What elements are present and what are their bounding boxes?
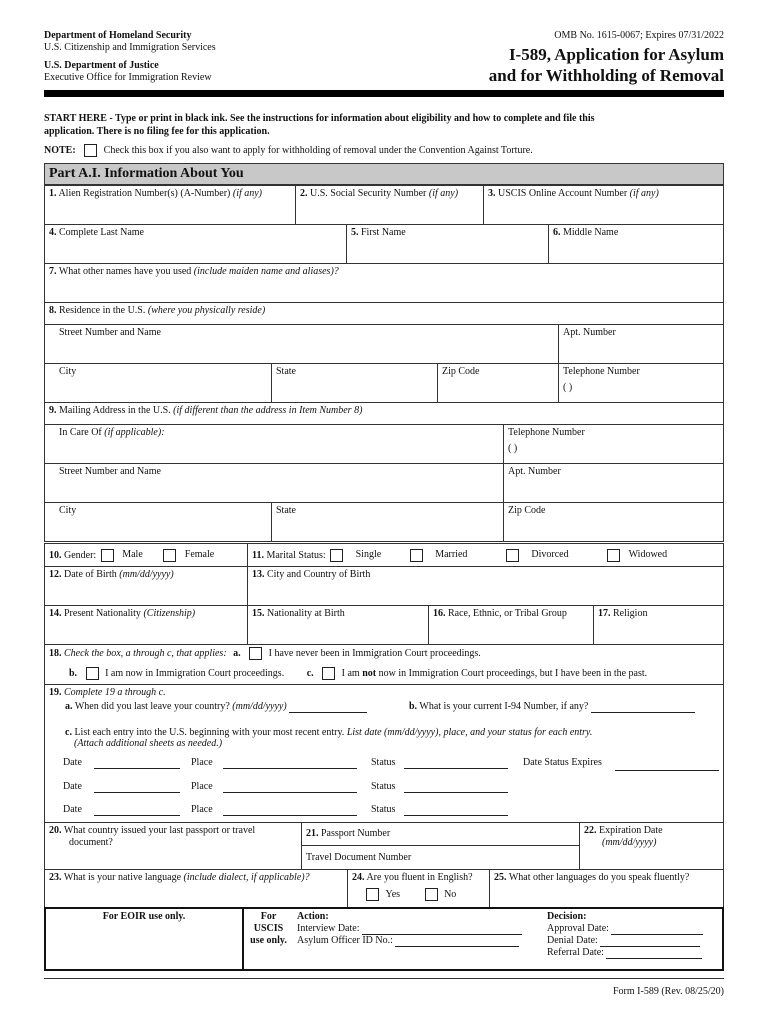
footer-form-id: Form I-589 (Rev. 08/25/20): [612, 986, 724, 997]
row-mailing: [44, 402, 724, 542]
mailing-street-field[interactable]: Street Number and Name: [45, 464, 504, 503]
uscis-use-label: For USCIS use only.: [243, 908, 293, 970]
divorced-checkbox[interactable]: [506, 549, 519, 562]
native-language-field[interactable]: 23. What is your native language (include dialect, if applicable)?: [45, 870, 348, 908]
travel-doc-number-field[interactable]: Travel Document Number: [302, 846, 580, 870]
cat-checkbox[interactable]: [84, 144, 97, 157]
referral-date-input[interactable]: [606, 947, 702, 959]
row-gender-marital: [44, 543, 724, 567]
entry1-date-input[interactable]: [94, 757, 180, 769]
mailing-label: 9. Mailing Address in the U.S. (if different than the address in Item Number 8): [45, 403, 724, 425]
start-here: [44, 112, 724, 138]
residence-zip-field[interactable]: Zip Code: [438, 364, 559, 403]
entry3-date-input[interactable]: [94, 804, 180, 816]
header-divider: [44, 90, 724, 97]
court-a-checkbox[interactable]: [249, 647, 262, 660]
married-checkbox[interactable]: [410, 549, 423, 562]
entry3-place-input[interactable]: [223, 804, 357, 816]
eoir-use-box: For EOIR use only.: [45, 908, 243, 970]
dept-dhs: Department of Homeland Security: [44, 30, 192, 41]
english-fluency-field: 24. Are you fluent in English? Yes No: [348, 870, 490, 908]
gender-field: 10. Gender: Male Female: [45, 544, 248, 567]
row-birth: [44, 566, 724, 606]
entry1-expires-input[interactable]: [615, 759, 719, 771]
row-ids: [44, 185, 724, 225]
row-residence: [44, 302, 724, 403]
female-checkbox[interactable]: [163, 549, 176, 562]
court-c-checkbox[interactable]: [322, 667, 335, 680]
note-label: NOTE:: [44, 144, 76, 156]
uscis-account-field[interactable]: 3. USCIS Online Account Number (if any): [484, 186, 724, 225]
entry2-status-input[interactable]: [404, 781, 508, 793]
english-no-checkbox[interactable]: [425, 888, 438, 901]
mailing-city-field[interactable]: City: [45, 503, 272, 542]
officer-id-input[interactable]: [395, 935, 519, 947]
entry2-date-input[interactable]: [94, 781, 180, 793]
start-here-line2: application. There is no filing fee for this application.: [44, 126, 270, 137]
note-text: Check this box if you also want to apply for withholding of removal under the Convention Against Torture.: [103, 144, 533, 156]
agency-uscis: U.S. Citizenship and Immigration Services: [44, 42, 216, 53]
part-header: [44, 163, 724, 185]
residence-phone-field[interactable]: Telephone Number ( ): [559, 364, 724, 403]
residence-city-field[interactable]: City: [45, 364, 272, 403]
ethnic-group-field[interactable]: 16. Race, Ethnic, or Tribal Group: [429, 606, 594, 645]
office-use-block: [44, 907, 724, 971]
row-nationality: [44, 605, 724, 645]
agency-header: [44, 30, 216, 84]
uscis-decision-box: Decision: Approval Date: Denial Date: Referral Date:: [543, 908, 723, 970]
entry1-place-input[interactable]: [223, 757, 357, 769]
uscis-action-box: Action: Interview Date: Asylum Officer ID No.:: [293, 908, 543, 970]
mailing-phone-field[interactable]: Telephone Number ( ): [504, 425, 724, 464]
agency-eoir: Executive Office for Immigration Review: [44, 72, 212, 83]
row-court: [44, 644, 724, 685]
birth-nationality-field[interactable]: 15. Nationality at Birth: [248, 606, 429, 645]
note-row: [44, 144, 533, 157]
birthplace-field[interactable]: 13. City and Country of Birth: [248, 567, 724, 606]
other-names-field[interactable]: 7. What other names have you used (include maiden name and aliases)?: [45, 264, 724, 303]
court-b-checkbox[interactable]: [86, 667, 99, 680]
row-language: [44, 869, 724, 908]
a-number-field[interactable]: 1. Alien Registration Number(s) (A-Number) (if any): [45, 186, 296, 225]
mailing-zip-field[interactable]: Zip Code: [504, 503, 724, 542]
residence-street-field[interactable]: Street Number and Name: [45, 325, 559, 364]
entries-field: 19. Complete 19 a through c. a. When did you last leave your country? (mm/dd/yyyy) b. What is your current I-94 Number, if any? c. List each entry into the U.S. beginning with your most recent entry. List date (mm/dd/yyyy), place, and your status for each entry. (Attach additional sheets as needed.) Date Place Status Date Status Expires Date Place Status Date Place Status: [45, 685, 724, 823]
passport-country-field[interactable]: 20. What country issued your last passport or travel document?: [45, 823, 302, 870]
male-checkbox[interactable]: [101, 549, 114, 562]
expiration-date-field[interactable]: 22. Expiration Date (mm/dd/yyyy): [580, 823, 724, 870]
marital-status-field: 11. Marital Status: Single Married Divorced Widowed: [248, 544, 724, 567]
ssn-field[interactable]: 2. U.S. Social Security Number (if any): [296, 186, 484, 225]
dept-doj: U.S. Department of Justice: [44, 60, 159, 71]
form-title-2: and for Withholding of Removal: [488, 66, 724, 85]
entry1-status-input[interactable]: [404, 757, 508, 769]
passport-number-field[interactable]: 21. Passport Number: [302, 823, 580, 846]
single-checkbox[interactable]: [330, 549, 343, 562]
first-name-field[interactable]: 5. First Name: [347, 225, 549, 264]
dob-field[interactable]: 12. Date of Birth (mm/dd/yyyy): [45, 567, 248, 606]
court-proceedings-field: 18. Check the box, a through c, that applies: a. I have never been in Immigration Court proceedings. b. I am now in Immigration Court proceedings. c. I am not now in Immigration Court proceedings, but I have been in the past.: [45, 645, 724, 685]
omb-number: OMB No. 1615-0067; Expires 07/31/2022: [554, 30, 724, 41]
part-title: Part A.I. Information About You: [49, 166, 244, 181]
approval-date-input[interactable]: [611, 923, 703, 935]
attach-note: (Attach additional sheets as needed.): [74, 738, 223, 749]
last-name-field[interactable]: 4. Complete Last Name: [45, 225, 347, 264]
present-nationality-field[interactable]: 14. Present Nationality (Citizenship): [45, 606, 248, 645]
entry2-place-input[interactable]: [223, 781, 357, 793]
i94-number-input[interactable]: [591, 701, 695, 713]
last-left-date-input[interactable]: [289, 701, 367, 713]
middle-name-field[interactable]: 6. Middle Name: [549, 225, 724, 264]
mailing-apt-field[interactable]: Apt. Number: [504, 464, 724, 503]
entry3-status-input[interactable]: [404, 804, 508, 816]
denial-date-input[interactable]: [600, 935, 700, 947]
residence-label: 8. Residence in the U.S. (where you physically reside): [45, 303, 724, 325]
residence-apt-field[interactable]: Apt. Number: [559, 325, 724, 364]
residence-state-field[interactable]: State: [272, 364, 438, 403]
interview-date-input[interactable]: [362, 923, 522, 935]
mailing-state-field[interactable]: State: [272, 503, 504, 542]
title-block: [489, 30, 724, 86]
care-of-field[interactable]: In Care Of (if applicable):: [45, 425, 504, 464]
english-yes-checkbox[interactable]: [366, 888, 379, 901]
row-other-names: [44, 263, 724, 303]
widowed-checkbox[interactable]: [607, 549, 620, 562]
religion-field[interactable]: 17. Religion: [594, 606, 724, 645]
row-entries: [44, 684, 724, 823]
form-title-1: I-589, Application for Asylum: [508, 45, 724, 64]
start-here-line1: START HERE - Type or print in black ink. See the instructions for information about eligibility and how to complete and file this: [44, 113, 595, 124]
other-languages-field[interactable]: 25. What other languages do you speak fluently?: [490, 870, 724, 908]
row-passport: [44, 822, 724, 870]
footer-rule: [44, 978, 724, 979]
row-names: [44, 224, 724, 264]
